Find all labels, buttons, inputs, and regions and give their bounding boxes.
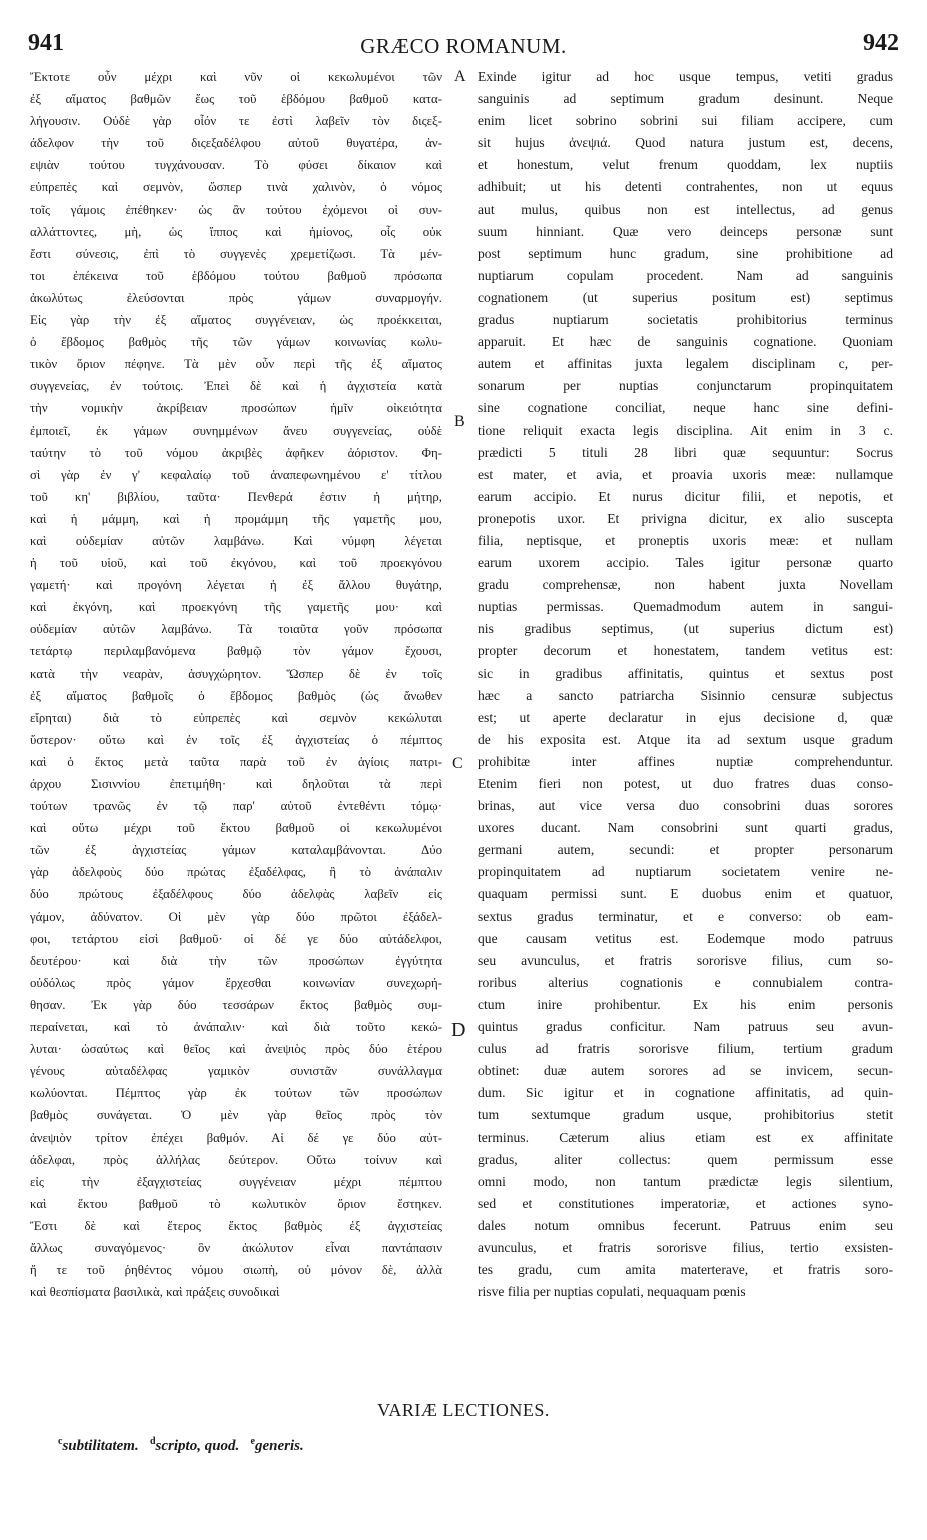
latin-text-line: suum hinniant. Quæ vero deinceps personæ sunt	[478, 223, 893, 239]
greek-text-line: τὴν νομικὴν ἀκρίβειαν προσώπων ἡμῖν οἰκειότητα	[30, 401, 442, 416]
greek-text-line: άρχου Σισιννίου ἐπετιμήθη· καὶ δηλοῦται τὰ περὶ	[30, 777, 442, 791]
greek-text-line: γαμετή· καὶ προγόνη λέγεται ἡ ἐξ ἄλλου θυγάτηρ,	[30, 578, 442, 593]
greek-text-line: οὐδεμίαν αὐτῶν λαμβάνω. Τὰ τοιαῦτα γοῦν πρόσωπα	[30, 622, 442, 637]
latin-text-line: autem et affinitas juxta legalem disciplinam c, per-	[478, 356, 893, 372]
latin-text-line: uxores ducant. Nam consobrini sunt quarti gradus,	[478, 820, 893, 836]
greek-text-line: οὐδόλως πρὸς γάμον ἔρχεσθαι κοινωνίαν συνεχωρή-	[30, 975, 442, 990]
greek-text-line: τοῖς γάμοις ἐπέθηκεν· ὡς ἂν τούτου ἐχόμενοι οἱ συν-	[30, 202, 442, 217]
latin-text-line: apparuit. Et hæc de sanguinis cognatione. Quoniam	[478, 334, 893, 350]
note-text: subtilitatem.	[62, 1438, 139, 1454]
greek-text-line: κωλύονται. Πέμπτος γὰρ ἐκ τούτων τῶν προσώπων	[30, 1086, 442, 1101]
greek-text-line: εἰς τὴν ἐξαγχιστείας συγγένειαν μέχρι πέμπτου	[30, 1174, 442, 1189]
greek-text-line: βαθμὸς συνάγεται. Ὁ μὲν γὰρ θεῖος πρὸς τὸν	[30, 1108, 442, 1123]
latin-text-line: earum accipio. Et nurus dicitur filii, et nepotis, et	[478, 488, 893, 504]
latin-text-line: de his exposita est. Atque ita ad sextum usque gradum	[478, 731, 893, 747]
latin-text-line: terminus. Cæterum alius etiam est ex affinitate	[478, 1129, 893, 1145]
greek-text-line: άδελφαι, πρὸς ἀλλήλας δεύτερον. Οὕτω τοίνυν καὶ	[30, 1152, 442, 1167]
page-number-left: 941	[28, 30, 64, 56]
latin-text-line: sonarum per nuptias conjunctarum propinquitatem	[478, 378, 893, 394]
latin-text-line: roribus alterius cognationis e connubialem contra-	[478, 974, 893, 990]
latin-text-line: gradu comprehensæ, non habent juxta Novellam	[478, 577, 893, 593]
latin-column	[478, 66, 893, 1303]
latin-text-line: nis gradibus septimus, (ut superius dictum est)	[478, 621, 893, 637]
greek-text-line: ἄλλως συναγόμενος· ὃν ἀκώλυτον εἶναι παντάπασιν	[30, 1240, 442, 1255]
greek-text-line: γὰρ ἀδελφοὺς δύο πρώτας ἐξαδέλφας, ἢ τὸ ἀνάπαλιν	[30, 865, 442, 880]
greek-text-line: σὶ γὰρ ἐν γ' κεφαλαίῳ τοῦ ἀναπεφωνημένου ε' τίτλου	[30, 467, 442, 482]
latin-text-line: prohibitæ inter affines nuptiæ comprehenduntur.	[478, 753, 893, 769]
greek-text-line: ἡ τοῦ υἱοῦ, καὶ τοῦ ἐκγόνου, καὶ τοῦ προεκγόνου	[30, 556, 442, 571]
variae-lectiones-heading: VARIÆ LECTIONES.	[377, 1400, 550, 1420]
greek-text-line: περαίνεται, καὶ τὸ ἀνάπαλιν· καὶ διὰ τοῦτο κεκώ-	[30, 1020, 442, 1035]
latin-text-line: Exinde igitur ad hoc usque tempus, vetiti gradus	[478, 69, 893, 84]
latin-text-line: tes gradu, cum amita materterave, et fratris soro-	[478, 1262, 893, 1278]
latin-text-line: risve filia per nuptias copulati, nequaquam pœnis	[478, 1284, 746, 1300]
latin-text-line: sine cognatione conciliat, neque hanc sine defini-	[478, 400, 893, 416]
latin-text-line: prædicti 5 tituli 28 libri quæ sequuntur: Socrus	[478, 444, 893, 460]
variae-lectiones-notes	[58, 1436, 304, 1455]
greek-text-line: καὶ ἕκτου βαθμοῦ τὸ κωλυτικὸν ὅριον ἔστηκεν.	[30, 1196, 442, 1211]
margin-letter-a: A	[454, 68, 466, 85]
margin-letter-d: D	[451, 1019, 466, 1041]
latin-text-line: earum uxorem accipio. Tales igitur personæ quarto	[478, 555, 893, 571]
greek-text-line: ἔστι σύνεσις, ἐπὶ τὸ συγγενὲς χρεμετίζωσι. Τὰ μέν-	[30, 246, 442, 261]
greek-text-line: ἐμποιεῖ, ἐκ γάμων συνημμένων ἄνευ συγγενείας, οὐδὲ	[30, 423, 442, 438]
greek-text-line: Ἔκτοτε οὖν μέχρι καὶ νῦν οἱ κεκωλυμένοι τῶν	[30, 70, 442, 84]
greek-text-line: τικὸν ὅριον πέφηνε. Τὰ μὲν οὖν περὶ τῆς ἐξ αἵματος	[30, 357, 442, 372]
latin-text-line: nuptias permissas. Quemadmodum autem in sangui-	[478, 599, 893, 615]
greek-column	[30, 66, 442, 1303]
latin-text-line: dales notum omnibus fecerunt. Patruus enim seu	[478, 1217, 893, 1233]
greek-text-line: εἴρηται) διὰ τὸ εὐπρεπὲς καὶ σεμνὸν κεκώλυται	[30, 710, 442, 725]
latin-text-line: sextus gradus terminatur, et e converso: ob eam-	[478, 908, 893, 924]
greek-text-line: καὶ ἡ μάμμη, καὶ ἡ προμάμμη τῆς γαμετῆς μου,	[30, 511, 442, 526]
greek-text-line: καὶ ἐκγόνη, καὶ προεκγόνη τῆς γαμετῆς μου· καὶ	[30, 600, 442, 615]
latin-text-line: germani autem, secundi: et propter personarum	[478, 842, 893, 858]
latin-text-line: propinquitatem ad nuptiarum societatem venire ne-	[478, 864, 893, 880]
latin-text-line: avunculus, et fratris sororisve filius, tertio exsisten-	[478, 1239, 893, 1255]
latin-text-line: propter decorum et honestatem, tandem vetitus est:	[478, 643, 893, 659]
running-title: GRÆCO ROMANUM.	[360, 34, 567, 58]
greek-text-line: καὶ ὁ ἕκτος μετὰ ταῦτα παρὰ τοῦ ἐν ἁγίοις πατρι-	[30, 754, 442, 769]
latin-text-line: enim licet sobrino sobrini sui filiam accipere, cum	[478, 113, 893, 129]
greek-text-line: τῶν ἐξ ἀγχιστείας γάμων καταλαμβάνονται. Δύο	[30, 843, 442, 858]
latin-text-line: gradus nuptiarum societatis prohibitorius terminus	[478, 312, 893, 328]
latin-text-line: et honestum, velut frenum quoddam, lex nuptiis	[478, 157, 893, 173]
latin-text-line: filia, neptisque, et proneptis uxoris meæ: et nullam	[478, 532, 893, 548]
greek-text-line: Ἔστι δὲ καὶ ἕτερος ἕκτος βαθμὸς ἐξ ἀγχιστείας	[30, 1218, 442, 1233]
latin-text-line: hæc a sancto patriarcha Sisinnio censuræ subjectus	[478, 687, 893, 703]
greek-text-line: ἐξ αἵματος βαθμῶν ἕως τοῦ ἑβδόμου βαθμοῦ κατα-	[30, 92, 442, 107]
latin-text-line: ctum inire prohibentur. Ex his enim personis	[478, 996, 893, 1012]
latin-text-line: Etenim fieri non potest, ut duo fratres duas conso-	[478, 776, 893, 791]
latin-text-line: brinas, aut vice versa duo consobrini duas sorores	[478, 798, 893, 814]
greek-text-line: ταύτην τὸ τοῦ νόμου ἀκριβὲς ἀφῆκεν ἀόριστον. Φη-	[30, 445, 442, 460]
latin-text-line: culus ad fratris sororisve filium, tertium gradum	[478, 1041, 893, 1057]
greek-text-line: Εἰς γὰρ τὴν ἐξ αἵματος συγγένειαν, ὡς προέκκειται,	[30, 313, 442, 328]
greek-text-line: άδελφον τὴν τοῦ διςεξαδέλφου αὐτοῦ θυγατέρα, ἀν-	[30, 136, 442, 151]
latin-text-line: est; ut aperte declaratur in ejus decisione d, quæ	[478, 709, 893, 725]
running-header	[28, 30, 899, 64]
greek-text-line: δύο πρώτους ἐξαδέλφους δύο ἀδελφὰς λαβεῖν εἰς	[30, 887, 442, 902]
greek-text-line: εψιὰν τούτου τυγχάνουσαν. Τὸ φύσει δίκαιον καὶ	[30, 158, 442, 173]
latin-text-line: adhibuit; ut his detenti contrahentes, non ut equus	[478, 179, 893, 195]
greek-text-line: κατὰ τὴν νεαρὰν, ἀσυγχώρητον. Ὥσπερ δὲ ἐν τοῖς	[30, 666, 442, 681]
latin-text-line: que causam vetitus est. Eodemque modo patruus	[478, 930, 893, 946]
latin-text-line: sic in gradibus affinitatis, quintus et sextus post	[478, 665, 893, 681]
latin-text-line: tum sextumque gradum usque, prohibitorius stetit	[478, 1107, 893, 1123]
latin-text-line: tione reliquit exacta legis disciplina. Ait enim in 3 c.	[478, 422, 893, 438]
latin-text-line: omni modo, non tantum prædictæ legis silentium,	[478, 1173, 893, 1189]
greek-text-line: καὶ οὐδεμίαν αὐτῶν λαμβάνω. Καὶ νύμφη λέγεται	[30, 533, 442, 548]
greek-text-line: φοι, τετάρτου εἰσὶ βαθμοῦ· οἱ δέ γε δύο αὐτάδελφοι,	[30, 931, 442, 946]
latin-text-line: cognationem (ut superius positum est) septimus	[478, 289, 893, 305]
greek-text-line: καὶ θεσπίσματα βασιλικὰ, καὶ πράξεις συνοδικαὶ	[30, 1285, 280, 1300]
note-text: scripto, quod.	[155, 1438, 240, 1454]
latin-text-line: sanguinis ad septimum gradum desinunt. Neque	[478, 91, 893, 107]
latin-text-line: nuptiarum copulam procedent. Nam ad sanguinis	[478, 267, 893, 283]
greek-text-line: δευτέρου· καὶ διὰ τὴν τῶν προσώπων ἐγγύτητα	[30, 953, 442, 968]
latin-text-line: obtinet: duæ autem sorores ad se invicem, secun-	[478, 1063, 893, 1079]
latin-text-line: seu avunculus, et fratris sororisve filius, cum so-	[478, 952, 893, 968]
greek-text-line: τοι ἐπέκεινα τοῦ ἑβδόμου τούτου βαθμοῦ πρόσωπα	[30, 268, 442, 283]
greek-text-line: τοῦ κη' βιβλίου, ταῦτα· Πενθερά ἐστιν ἡ μήτηρ,	[30, 489, 442, 504]
greek-text-line: ἀνεψιὸν τρίτον ἐπέχει βαθμόν. Αἱ δέ γε δύο αὐτ-	[30, 1130, 442, 1145]
greek-text-line: ὕστερον· οὕτω καὶ ἐν τοῖς ἐξ ἀγχιστείας ὁ πέμπτος	[30, 732, 442, 747]
latin-text-line: aut mulus, quibus non est intellectus, ad genus	[478, 201, 893, 217]
greek-text-line: γένους αὐταδέλφας γαμικὸν συνιστᾶν συνάλλαγμα	[30, 1064, 442, 1079]
note-mark: e	[250, 1436, 255, 1447]
latin-text-line: sit hujus ἀνεψιά. Quod natura justum est, decens,	[478, 135, 893, 151]
latin-text-line: quaquam permissi sunt. E duobus enim et quatuor,	[478, 886, 893, 902]
greek-text-line: καὶ οὕτω μέχρι τοῦ ἕκτου βαθμοῦ οἱ κεκωλυμένοι	[30, 821, 442, 836]
greek-text-line: θησαν. Ἐκ γὰρ δύο τεσσάρων ἕκτος βαθμὸς συμ-	[30, 997, 442, 1012]
greek-text-line: λυται· ὡσαύτως καὶ θεῖος καὶ ἀνεψιὸς πρὸς δύο ἑτέρου	[30, 1042, 442, 1057]
margin-letter-b: B	[454, 413, 465, 430]
note-text: generis.	[255, 1438, 304, 1454]
latin-text-line: pronepotis uxor. Et privigna dicitur, ex alio suscepta	[478, 510, 893, 526]
greek-text-line: αλλάττοντες, μὴ, ὡς ἵππος καὶ ἡμίονος, οἷς οὐκ	[30, 224, 442, 239]
greek-text-line: τετάρτῳ περιλαμβανόμενα βαθμῷ τὸν γάμον ἔχουσι,	[30, 644, 442, 659]
page-number-right: 942	[863, 30, 899, 56]
latin-text-line: sed et constitutiones imperatoriæ, et actiones syno-	[478, 1195, 893, 1211]
latin-text-line: post septimum hunc gradum, sine prohibitione ad	[478, 245, 893, 261]
greek-text-line: ἐξ αἵματος βαθμοῖς ὁ ἕβδομος βαθμὸς (ὡς ἄνωθεν	[30, 688, 442, 703]
note-mark: c	[58, 1436, 63, 1447]
greek-text-line: ἀκωλύτως ἐλεύσονται πρὸς γάμων συναρμογήν.	[30, 290, 442, 305]
latin-text-line: quintus gradus conficitur. Nam patruus seu avun-	[478, 1019, 893, 1035]
margin-letter-c: C	[452, 755, 463, 772]
greek-text-line: λήγουσιν. Οὐδὲ γὰρ οἷόν τε ἐστὶ λαβεῖν τὸν διςεξ-	[30, 114, 442, 129]
greek-text-line: γάμον, ἀδύνατον. Οἱ μὲν γὰρ δύο πρῶτοι ἐξάδελ-	[30, 909, 442, 924]
greek-text-line: εὐπρεπὲς καὶ σεμνὸν, ὥσπερ τινὰ χαλινὸν, ὁ νόμος	[30, 180, 442, 195]
latin-text-line: est mater, et avia, et proavia uxoris meæ: nullamque	[478, 466, 893, 482]
greek-text-line: ἥ τε τοῦ ῥηθέντος νόμου σιωπὴ, οὐ μόνον δὲ, ἀλλὰ	[30, 1263, 442, 1278]
latin-text-line: dum. Sic igitur et in cognatione affinitatis, ad quin-	[478, 1085, 893, 1101]
greek-text-line: τούτων τρανῶς ἐν τῷ παρ' αὐτοῦ ἐντεθέντι τόμῳ·	[30, 799, 442, 814]
latin-text-line: gradus, aliter collectus: quem permissum esse	[478, 1151, 893, 1167]
greek-text-line: συγγενείας, ἐν τούτοις. Ἐπεὶ δὲ καὶ ἡ ἀγχιστεία κατὰ	[30, 379, 442, 394]
greek-text-line: ὁ ἕβδομος βαθμὸς τῆς τῶν γάμων κοινωνίας κωλυ-	[30, 335, 442, 350]
note-mark: d	[149, 1436, 156, 1447]
